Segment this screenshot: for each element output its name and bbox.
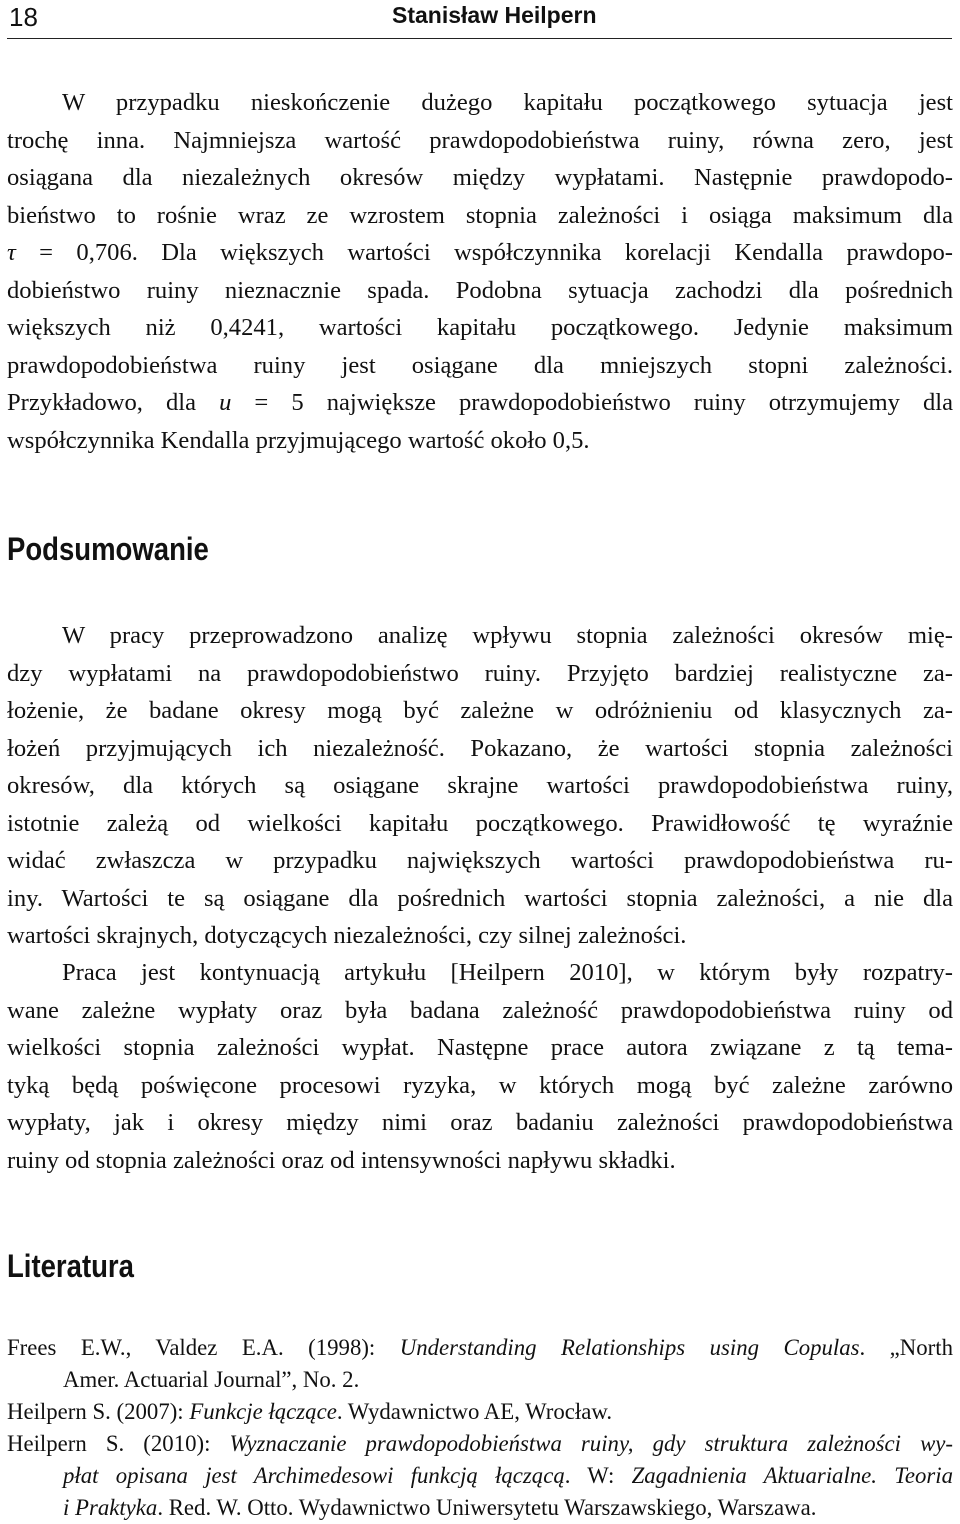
text-line: wartości skrajnych, dotyczących niezależności, czy silnej zależności. [7, 922, 687, 949]
text-line: wielkości stopnia zależności wypłat. Następne prace autora związane z tą tema- [7, 1034, 953, 1061]
reference-list [7, 1332, 953, 1524]
text-line: trochę inna. Najmniejsza wartość prawdopodobieństwa ruiny, równa zero, jest [7, 126, 953, 154]
text-line: Praca jest kontynuacją artykułu [Heilpern 2010], w którym były rozpatry- [62, 959, 953, 986]
text-line: okresów, dla których są osiągane skrajne wartości prawdopodobieństwa ruiny, [7, 772, 953, 799]
tau-symbol: τ [7, 239, 16, 266]
text-line: τ = 0,706. Dla większych wartości współczynnika korelacji Kendalla prawdopo- [7, 239, 953, 266]
text-line: iny. Wartości te są osiągane dla pośrednich wartości stopnia zależności, a nie dla [7, 884, 953, 912]
page-number: 18 [9, 2, 38, 32]
reference-entry: Heilpern S. (2010): Wyznaczanie prawdopodobieństwa ruiny, gdy struktura zależności wy- płat opisana jest Archimedesowi funkcją łączącą. W: Zagadnienia Aktuarialne. Teoria i Praktyka. Red. W. Otto. Wydawnictwo Uniwersytetu Warszawskiego, Warszawa. [7, 1431, 953, 1520]
paragraph-continuation [7, 954, 953, 1179]
text-line: istotnie zależą od wielkości kapitału początkowego. Prawidłowość tę wyraźnie [7, 809, 953, 837]
page-header [7, 0, 952, 39]
section-heading-summary: Podsumowanie [7, 531, 209, 567]
paragraph-summary [7, 617, 953, 955]
text-line: prawdopodobieństwa ruiny jest osiągane dla mniejszych stopni zależności. [7, 351, 953, 379]
text-line: wypłaty, jak i okresy między nimi oraz badaniu zależności prawdopodobieństwa [7, 1109, 953, 1136]
text-line: łożeń przyjmujących ich niezależność. Pokazano, że wartości stopnia zależności [7, 734, 953, 762]
text-line: dzy wypłatami na prawdopodobieństwo ruiny. Przyjęto bardziej realistyczne za- [7, 659, 953, 687]
text-line: współczynnika Kendalla przyjmującego wartość około 0,5. [7, 426, 590, 454]
text-line: Przykładowo, dla u = 5 największe prawdopodobieństwo ruiny otrzymujemy dla [7, 389, 953, 416]
section-heading-literature: Literatura [7, 1248, 134, 1284]
paragraph-ruin-analysis [7, 84, 953, 459]
text-line: wane zależne wypłaty oraz była badana zależność prawdopodobieństwa ruiny od [7, 996, 953, 1024]
text-line: osiągana dla niezależnych okresów między wypłatami. Następnie prawdopodo- [7, 164, 953, 191]
text-line: widać zwłaszcza w przypadku największych wartości prawdopodobieństwa ru- [7, 847, 953, 874]
text-line: większych niż 0,4241, wartości kapitału początkowego. Jedynie maksimum [7, 314, 953, 341]
reference-entry: Frees E.W., Valdez E.A. (1998): Understanding Relationships using Copulas. „North Amer. Actuarial Journal”, No. 2. [7, 1335, 953, 1392]
text-line: łożenie, że badane okresy mogą być zależne w odróżnieniu od klasycznych za- [7, 697, 953, 724]
text-line: dobieństwo ruiny nieznacznie spada. Podobna sytuacja zachodzi dla pośrednich [7, 276, 953, 304]
text-line: bieństwo to rośnie wraz ze wzrostem stopnia zależności i osiąga maksimum dla [7, 201, 953, 229]
text-line: tyką będą poświęcone procesowi ryzyka, w których mogą być zależne zarówno [7, 1071, 953, 1099]
text-line: ruiny od stopnia zależności oraz od intensywności napływu składki. [7, 1146, 676, 1174]
running-title: Stanisław Heilpern [392, 2, 597, 28]
reference-entry: Heilpern S. (2007): Funkcje łączące. Wydawnictwo AE, Wrocław. [7, 1399, 613, 1424]
text-line: W pracy przeprowadzono analizę wpływu stopnia zależności okresów mię- [62, 622, 953, 649]
text-line: W przypadku nieskończenie dużego kapitału początkowego sytuacja jest [62, 89, 953, 116]
u-symbol: u [219, 389, 232, 416]
